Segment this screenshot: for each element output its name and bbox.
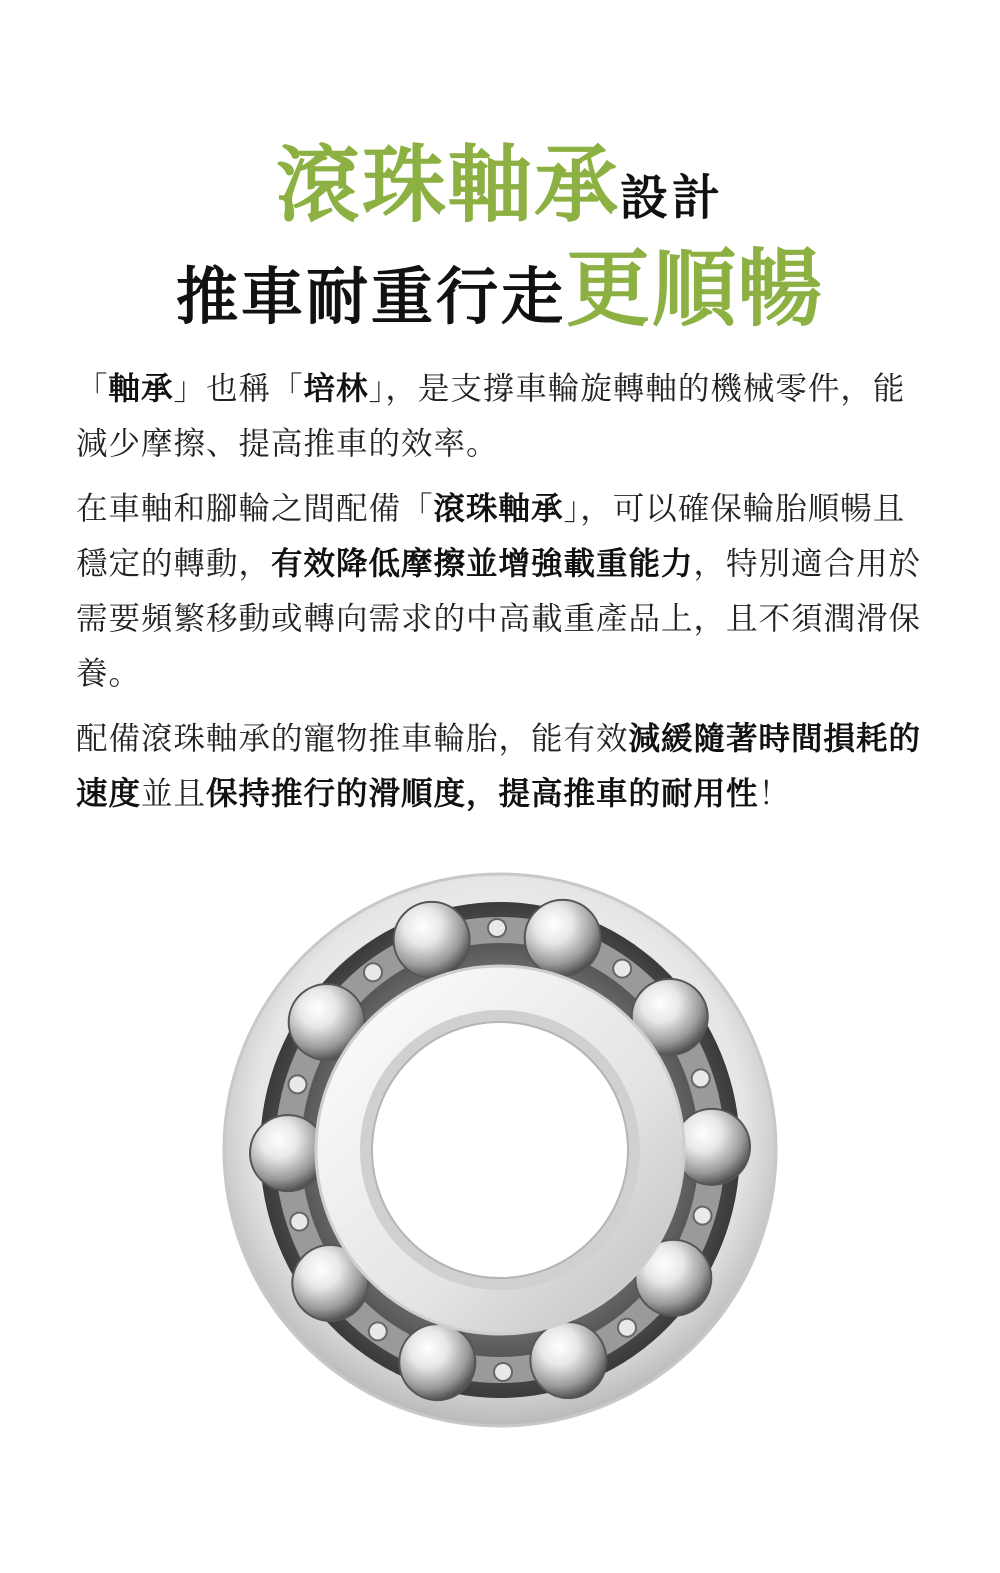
cage-rivet [494,1363,512,1381]
p1-text-a: 「 [76,371,109,407]
p3-bold-durability: 保持推行的滑順度，提高推車的耐用性 [206,776,759,812]
p3-text-b: 並且 [141,776,207,812]
cage-rivet [369,1322,387,1340]
p3-bold-wear: 減緩隨著時間損耗的速度 [76,721,922,812]
p3-text-a: 配備滾珠軸承的寵物推車輪胎，能有效 [76,721,629,757]
bearing-ball [525,900,601,976]
bearing-ball [394,902,470,978]
paragraph-3 [76,712,936,822]
paragraph-1 [76,362,936,472]
p1-bold-bearing: 軸承 [108,371,174,407]
p2-text-a: 在車軸和腳輪之間配備「 [76,491,434,527]
cage-rivet [289,1075,307,1093]
cage-rivet [488,919,506,937]
bearing-svg [0,860,1000,1440]
cage-rivet [364,963,382,981]
cage-rivet [692,1069,710,1087]
cage-rivet [618,1319,636,1337]
p2-bold-benefit: 有效降低摩擦並增強載重能力 [271,546,694,582]
cage-rivet [613,960,631,978]
bore [372,1022,628,1278]
cage-rivet [290,1213,308,1231]
bearing-ball [399,1324,475,1400]
headline-green-1: 滾珠軸承 [275,136,620,234]
paragraph-2 [76,482,936,702]
headline-black-2: 推車耐重行走 [175,260,566,333]
p1-text-b: 」也稱「 [173,371,304,407]
headline-black-1: 設計 [620,170,725,226]
p3-text-c: ！ [758,776,792,812]
headline-green-2: 更順暢 [566,240,825,338]
bearing-ball [530,1322,606,1398]
p1-bold-peilin: 培林 [303,371,369,407]
headline-line-2 [0,222,1000,343]
cage-rivet [694,1207,712,1225]
p2-text-b: 」，可以確保輪胎順暢且穩定的轉動， [76,491,906,582]
headline-line-1 [0,118,1000,239]
p2-bold-ball-bearing: 滾珠軸承 [433,491,564,527]
p2-text-c: ，特別適合用於需要頻繁移動或轉向需求的中高載重產品上，且不須潤滑保養。 [76,546,922,692]
ball-bearing-illustration-icon [0,860,1000,1440]
p1-text-c: 」，是支撐車輪旋轉軸的機械零件，能減少摩擦、提高推車的效率。 [76,371,906,462]
description [76,362,936,832]
